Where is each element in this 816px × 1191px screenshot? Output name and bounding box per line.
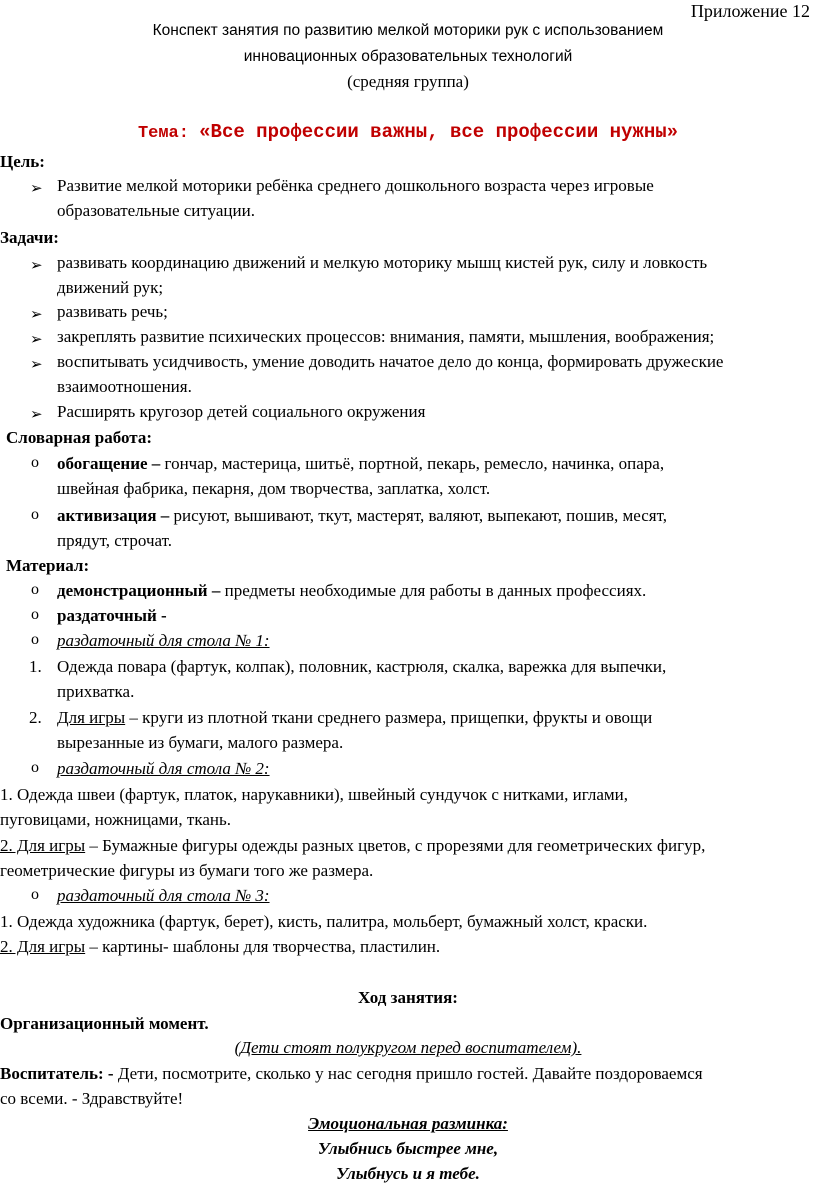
warmup-line-1: Улыбнись быстрее мне, [317,1139,499,1158]
vocabulary-item-2-text: рисуют, вышивают, ткут, мастерят, валяют, выпекают, пошив, месят, [173,506,667,525]
table-3-item-2 [0,937,440,957]
arrow-bullet-icon: ➢ [30,258,43,274]
table-2-item-2-label: 2. Для игры [0,836,86,855]
vocabulary-item-1-line-2: швейная фабрика, пекарня, дом творчества, заплатка, холст. [57,479,491,498]
arrow-bullet-icon: ➢ [30,307,43,323]
theme-line [0,121,816,143]
vocabulary-item-2-label: активизация – [57,506,174,525]
table-2-item-2-line-2: геометрические фигуры из бумаги того же размера. [0,861,374,880]
arrow-bullet-icon: ➢ [30,407,43,423]
table-1-item-1-number: 1. [29,657,42,676]
warmup-heading: Эмоциональная разминка: [308,1114,508,1133]
teacher-text: Дети, посмотрите, сколько у нас сегодня пришло гостей. Давайте поздороваемся [117,1064,703,1083]
task-1-line-2: движений рук; [57,278,164,297]
document-title-line-1: Конспект занятия по развитию мелкой моторики рук с использованием [152,22,664,39]
circle-bullet-icon: o [31,759,39,776]
teacher-line-1 [0,1064,703,1084]
table-3-label: раздаточный для стола № 3: [57,886,270,905]
task-4-line-2: взаимоотношения. [57,377,192,396]
vocabulary-heading: Словарная работа: [6,428,152,447]
organizational-heading: Организационный момент. [0,1014,209,1033]
teacher-label: Воспитатель: - [0,1064,118,1083]
vocabulary-item-2-line-2: прядут, строчат. [57,531,173,550]
tasks-heading: Задачи: [0,228,59,247]
arrow-bullet-icon: ➢ [30,332,43,348]
theme-text: «Все профессии важны, все профессии нужны» [199,121,679,143]
table-3-item-2-label: 2. Для игры [0,937,86,956]
table-1-item-2-number: 2. [29,708,42,727]
vocabulary-item-2 [57,506,667,526]
table-2-item-1-line-1: 1. Одежда швеи (фартук, платок, нарукавники), швейный сундучок с нитками, иглами, [0,785,628,804]
teacher-line-2: со всеми. - Здравствуйте! [0,1089,184,1108]
table-3-item-1: 1. Одежда художника (фартук, берет), кисть, палитра, мольберт, бумажный холст, краски. [0,912,648,931]
task-5: Расширять кругозор детей социального окружения [57,402,426,421]
table-1-item-2-label: Для игры [57,708,126,727]
circle-bullet-icon: o [31,886,39,903]
table-2-item-1-line-2: пуговицами, ножницами, ткань. [0,810,231,829]
goal-text-line-2: образовательные ситуации. [57,201,255,220]
material-heading: Материал: [6,556,90,575]
table-2-item-2 [0,836,705,856]
table-1-label: раздаточный для стола № 1: [57,631,270,650]
material-item-2: раздаточный - [57,606,167,625]
task-4-line-1: воспитывать усидчивость, умение доводить начатое дело до конца, формировать дружеские [57,352,724,371]
circle-bullet-icon: o [31,581,39,598]
table-3-item-2-text: – картины- шаблоны для творчества, пластилин. [85,937,441,956]
task-1-line-1: развивать координацию движений и мелкую моторику мышц кистей рук, силу и ловкость [57,253,708,272]
material-item-1 [57,581,646,601]
arrow-bullet-icon: ➢ [30,357,43,373]
arrow-bullet-icon: ➢ [30,181,43,197]
material-item-1-label: демонстрационный – [57,581,225,600]
group-label: (средняя группа) [347,72,469,91]
table-1-item-1-line-1: Одежда повара (фартук, колпак), половник, кастрюля, скалка, варежка для выпечки, [57,657,667,676]
material-item-1-text: предметы необходимые для работы в данных профессиях. [224,581,647,600]
table-2-label: раздаточный для стола № 2: [57,759,270,778]
task-2: развивать речь; [57,302,168,321]
table-1-item-2 [57,708,652,728]
course-heading: Ход занятия: [358,988,458,1007]
table-1-item-1-line-2: прихватка. [57,682,135,701]
document-title-line-2: инновационных образовательных технологий [243,48,573,65]
table-2-item-2-text: – Бумажные фигуры одежды разных цветов, с прорезями для геометрических фигур, [85,836,706,855]
organizational-note: (Дети стоят полукругом перед воспитателем). [234,1038,582,1057]
appendix-label: Приложение 12 [690,1,810,21]
table-1-item-2-text: – круги из плотной ткани среднего размера, прищепки, фрукты и овощи [125,708,653,727]
task-3: закреплять развитие психических процессов: внимания, памяти, мышления, воображения; [57,327,715,346]
circle-bullet-icon: o [31,454,39,471]
goal-text-line-1: Развитие мелкой моторики ребёнка среднего дошкольного возраста через игровые [57,176,654,195]
goal-heading: Цель: [0,152,45,171]
circle-bullet-icon: o [31,506,39,523]
theme-label: Тема: [137,124,200,143]
circle-bullet-icon: o [31,606,39,623]
circle-bullet-icon: o [31,631,39,648]
vocabulary-item-1-text: гончар, мастерица, шитьё, портной, пекарь, ремесло, начинка, опара, [164,454,665,473]
vocabulary-item-1 [57,454,664,474]
warmup-line-2: Улыбнусь и я тебе. [336,1164,480,1183]
vocabulary-item-1-label: обогащение – [57,454,165,473]
table-1-item-2-line-2: вырезанные из бумаги, малого размера. [57,733,344,752]
